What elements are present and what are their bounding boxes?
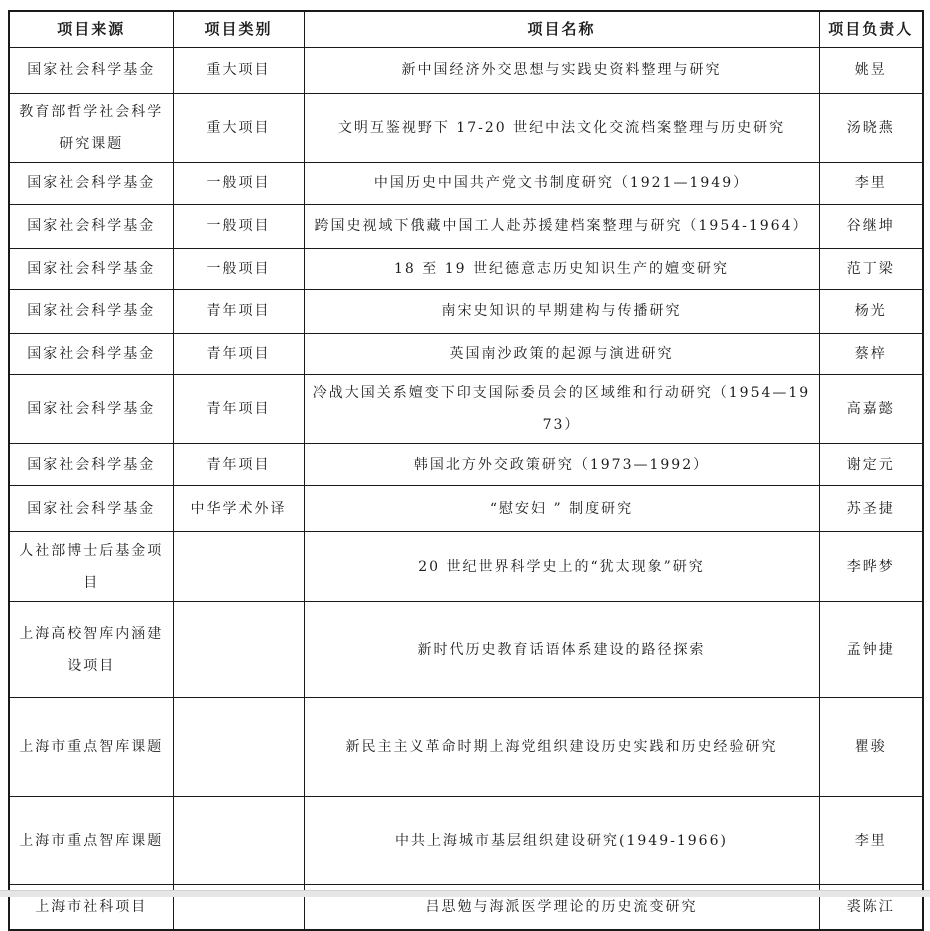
- table-row: [9, 532, 923, 602]
- cell-source: 国家社会科学基金: [9, 374, 173, 443]
- cell-leader: 谢定元: [819, 444, 923, 486]
- cell-leader: 姚昱: [819, 47, 923, 93]
- cell-category: 一般项目: [173, 248, 304, 289]
- cell-source: 国家社会科学基金: [9, 444, 173, 486]
- cell-source: 国家社会科学基金: [9, 248, 173, 289]
- cell-source: 国家社会科学基金: [9, 333, 173, 374]
- table-row: [9, 162, 923, 204]
- cell-category: 青年项目: [173, 444, 304, 486]
- cell-title: 吕思勉与海派医学理论的历史流变研究: [304, 885, 819, 930]
- cell-source: 国家社会科学基金: [9, 486, 173, 532]
- table-row: [9, 797, 923, 885]
- cell-category: 青年项目: [173, 374, 304, 443]
- table-row: [9, 486, 923, 532]
- column-header-title: 项目名称: [304, 11, 819, 47]
- table-row: [9, 289, 923, 333]
- table-row: [9, 93, 923, 162]
- cell-leader: 汤晓燕: [819, 93, 923, 162]
- table-row: [9, 248, 923, 289]
- cell-leader: 范丁梁: [819, 248, 923, 289]
- cell-title: “慰安妇 ” 制度研究: [304, 486, 819, 532]
- cell-leader: 裘陈江: [819, 885, 923, 930]
- cell-source: 上海市社科项目: [9, 885, 173, 930]
- cell-source: 人社部博士后基金项目: [9, 532, 173, 602]
- cell-title: 文明互鉴视野下 17-20 世纪中法文化交流档案整理与历史研究: [304, 93, 819, 162]
- cell-title: 18 至 19 世纪德意志历史知识生产的嬗变研究: [304, 248, 819, 289]
- cell-source: 国家社会科学基金: [9, 204, 173, 248]
- table-body: [9, 47, 923, 930]
- cell-leader: 孟钟捷: [819, 602, 923, 698]
- cell-category: [173, 602, 304, 698]
- cell-source: 教育部哲学社会科学研究课题: [9, 93, 173, 162]
- cell-title: 中共上海城市基层组织建设研究(1949-1966): [304, 797, 819, 885]
- cell-source: 上海市重点智库课题: [9, 797, 173, 885]
- table-header: [9, 11, 923, 47]
- table-row: [9, 47, 923, 93]
- cell-title: 南宋史知识的早期建构与传播研究: [304, 289, 819, 333]
- cell-leader: 高嘉懿: [819, 374, 923, 443]
- table-row: [9, 374, 923, 443]
- cell-leader: 瞿骏: [819, 698, 923, 797]
- cell-title: 中国历史中国共产党文书制度研究（1921—1949）: [304, 162, 819, 204]
- table-row: [9, 204, 923, 248]
- cell-category: 一般项目: [173, 162, 304, 204]
- cell-title: 英国南沙政策的起源与演进研究: [304, 333, 819, 374]
- page-bottom-edge: [0, 890, 930, 897]
- table-row: [9, 698, 923, 797]
- cell-category: [173, 532, 304, 602]
- column-header-source: 项目来源: [9, 11, 173, 47]
- cell-title: 新民主主义革命时期上海党组织建设历史实践和历史经验研究: [304, 698, 819, 797]
- cell-source: 国家社会科学基金: [9, 162, 173, 204]
- cell-leader: 李里: [819, 162, 923, 204]
- cell-title: 韩国北方外交政策研究（1973—1992）: [304, 444, 819, 486]
- cell-source: 国家社会科学基金: [9, 289, 173, 333]
- cell-title: 跨国史视域下俄藏中国工人赴苏援建档案整理与研究（1954-1964）: [304, 204, 819, 248]
- cell-category: 一般项目: [173, 204, 304, 248]
- cell-category: 青年项目: [173, 333, 304, 374]
- cell-source: 上海高校智库内涵建设项目: [9, 602, 173, 698]
- cell-leader: 杨光: [819, 289, 923, 333]
- table-row: [9, 333, 923, 374]
- cell-category: [173, 797, 304, 885]
- cell-title: 新时代历史教育话语体系建设的路径探索: [304, 602, 819, 698]
- cell-category: [173, 698, 304, 797]
- cell-leader: 蔡梓: [819, 333, 923, 374]
- cell-leader: 李里: [819, 797, 923, 885]
- cell-source: 上海市重点智库课题: [9, 698, 173, 797]
- column-header-leader: 项目负责人: [819, 11, 923, 47]
- table-row: [9, 602, 923, 698]
- cell-leader: 李晔梦: [819, 532, 923, 602]
- column-header-category: 项目类别: [173, 11, 304, 47]
- cell-title: 20 世纪世界科学史上的“犹太现象”研究: [304, 532, 819, 602]
- header-row: [9, 11, 923, 47]
- cell-leader: 谷继坤: [819, 204, 923, 248]
- cell-category: 重大项目: [173, 47, 304, 93]
- cell-source: 国家社会科学基金: [9, 47, 173, 93]
- cell-title: 新中国经济外交思想与实践史资料整理与研究: [304, 47, 819, 93]
- cell-title: 冷战大国关系嬗变下印支国际委员会的区域维和行动研究（1954—1973）: [304, 374, 819, 443]
- cell-category: 重大项目: [173, 93, 304, 162]
- cell-category: 中华学术外译: [173, 486, 304, 532]
- cell-category: 青年项目: [173, 289, 304, 333]
- cell-leader: 苏圣捷: [819, 486, 923, 532]
- table-row: [9, 444, 923, 486]
- projects-table: [8, 10, 924, 931]
